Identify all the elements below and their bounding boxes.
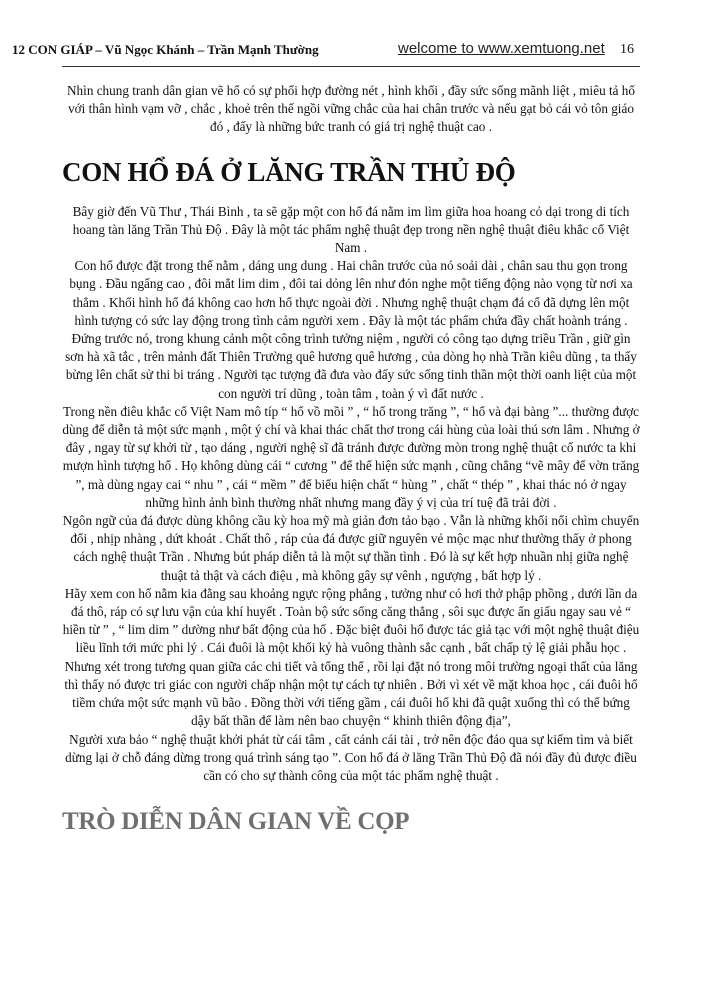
body-paragraph: Con hổ được đặt trong thế nằm , dáng ung dung . Hai chân trước của nó soải dài , chân sau thu gọn trong bụng . Đầu ngẩng cao , đôi mắt lim dim , đôi tai dỏng lên như đón nghe một tiếng động nào vọng từ nơi xa thẳm . Khối hình hổ đá không cao hơn hổ thực ngoài đời . Nhưng nghệ thuật chạm đá cổ đã dựng lên một hình tượng có sức lay động trong tình cảm người xem . Đây là một tác phẩm chứa đầy chất hoành tráng . Đứng trước nó, trong khung cảnh một công trình tưởng niệm , người có công tạo dựng triều Trần , giữ gìn sơn hà xã tắc , trên mảnh đất Thiên Trường quê hương quê hương , của dòng họ nhà Trần kiêu dũng , ta thấy bừng lên chất sử thi bi tráng . Người tạc tượng đã đưa vào đấy sức sống tinh thần một thời oanh liệt của một con người trí dũng , toàn tâm , toàn ý vì đất nước .: [65, 258, 637, 401]
section-heading-tiger-stone: CON HỔ ĐÁ Ở LĂNG TRẦN THỦ ĐỘ: [62, 156, 516, 187]
body-paragraph: Người xưa bảo “ nghệ thuật khởi phát từ cái tâm , cất cánh cái tài , trở nên độc đáo qua sự kiếm tìm và biết dừng lại ở chỗ đáng dừng trong quá trình sáng tạo ”. Con hổ đá ở lăng Trần Thủ Độ đã nói đầy đủ được điều cần có cho sự thành công của một tác phẩm nghệ thuật .: [65, 731, 637, 783]
body-paragraph: Ngôn ngữ của đá được dùng không cầu kỳ hoa mỹ mà giản đơn tảo bạo . Vẫn là những khối nổi chìm chuyển đổi , nhịp nhàng , dứt khoát . Chất thô , ráp của đá được giữ nguyên vẻ mộc mạc như thường thấy ở phong cách nghệ thuật Trần . Nhưng bút pháp diễn tả là một sự thần tình . Đó là sự kết hợp nhuần nhị giữa nghệ thuật tả thật và cách điệu , mà không gây sự vênh , ngượng , bất hợp lý .: [62, 513, 640, 583]
page-number: 16: [620, 42, 634, 57]
section-heading-folk-performance: TRÒ DIỄN DÂN GIAN VỀ CỌP: [62, 808, 410, 836]
header-divider: [62, 66, 640, 67]
page-body: [62, 82, 640, 853]
intro-paragraph: Nhìn chung tranh dân gian vẽ hổ có sự phối hợp đường nét , hình khối , đầy sức sống mãnh liệt , miêu tả hổ với thân hình vạm vỡ , chắc , khoẻ trên thế ngồi vững chắc của hai chân trước và nếu gạt bỏ cái vỏ tôn giáo đó , đấy là những bức tranh có giá trị nghệ thuật cao .: [67, 83, 635, 135]
book-title: 12 CON GIÁP – Vũ Ngọc Khánh – Trần Mạnh Thường: [12, 42, 319, 57]
body-paragraph: Bây giờ đến Vũ Thư , Thái Bình , ta sẽ gặp một con hổ đá nằm im lìm giữa hoa hoang cỏ dại trong di tích hoang tàn lăng Trần Thủ Độ . Đây là một tác phẩm nghệ thuật đẹp trong nền nghệ thuật điêu khắc cổ Việt Nam .: [72, 203, 630, 256]
body-paragraph: Trong nền điêu khắc cổ Việt Nam mô típ “ hổ vồ mồi ” , “ hổ trong trăng ”, “ hổ và đại bàng ”... thường được dùng để diễn tả một sức mạnh , một ý chí và khai thác chất thơ trong cái hùng của loài thú sơn lâm . Nhưng ở đây , ngay từ sự khởi từ , tạo dáng , người nghệ sĩ đã tránh được đường mòn trong nghệ thuật cổ nước ta khi mượn hình tượng hổ . Họ không dùng cái “ cương ” để thể hiện sức mạnh , cũng chẳng “vẽ mây để vờn trăng ”, mà dùng ngay cai “ nhu ” , cái “ mềm ” để biểu hiện chất “ hùng ” , chất “ thép ” , khai thác nó ở ngay những hình ảnh bình thường nhất nhưng mang đầy ý vị của trí tuệ đã trải đời .: [62, 403, 640, 510]
page-header: [0, 42, 702, 64]
website-link[interactable]: welcome to www.xemtuong.net: [398, 40, 605, 57]
body-paragraph: Hãy xem con hổ nằm kia đằng sau khoảng ngực rộng phẳng , tưởng như có hơi thở phập phồng , dưới lần da đá thô, ráp có sự lưu vận của khí huyết . Toàn bộ sức sống căng thẳng , sôi sục được ẩn giấu ngay sau vẻ “ hiền từ ” , “ lim dim ” dường như bất động của hổ . Đặc biệt đuôi hổ được tác giả tạc với một nghệ thuật điệu liều lĩnh tới mức phi lý . Cái đuôi là một khối kỷ hà vuông thành sắc cạnh , bất chấp tỷ lệ giải phẫu học . Nhưng xét trong tương quan giữa các chi tiết và tổng thể , rồi lại đặt nó trong môi trường ngoại thất của lăng thì thấy nó được tri giác con người chấp nhận một tự cách tự nhiên . Bởi vì xét về mặt khoa học , cái đuôi hổ tiềm chứa một sức mạnh vũ bão . Đồng thời với tiếng gầm , cái đuôi hổ khi đã quật xuống thì có thể bứng dậy bất thần để làm nên bao chuyện “ khinh thiên động địa”,: [62, 585, 640, 729]
